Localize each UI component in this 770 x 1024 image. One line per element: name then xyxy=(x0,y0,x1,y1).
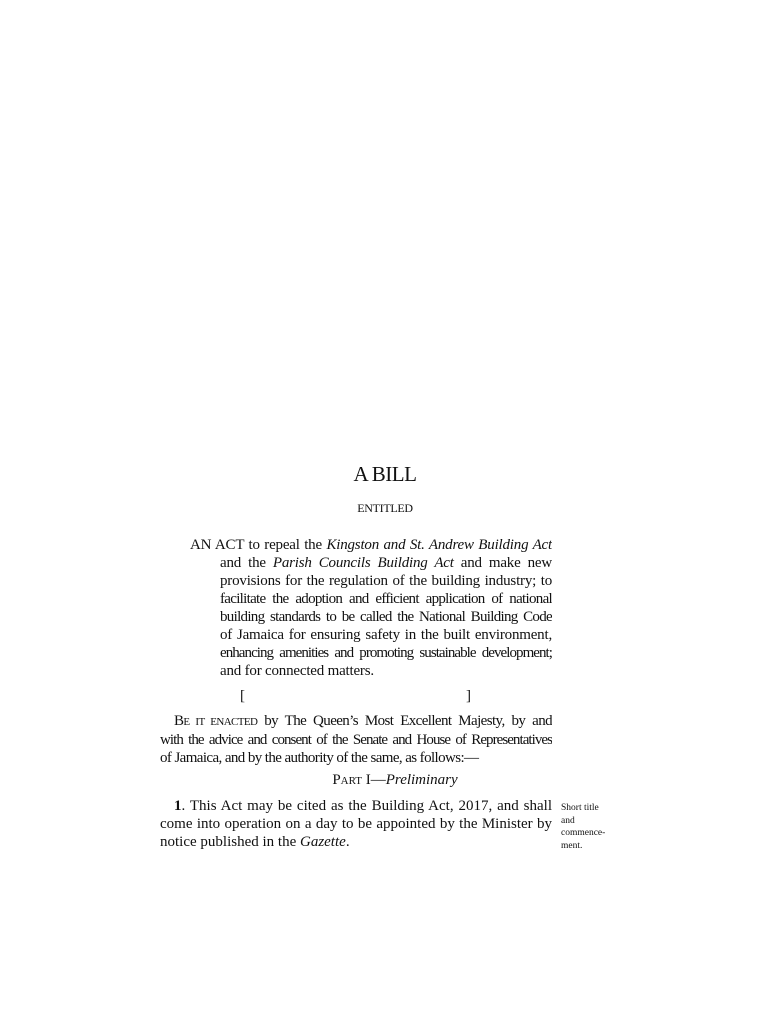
section-line: notice published in the Gazette. xyxy=(160,834,350,850)
section-line: come into operation on a day to be appointed by the Minister by xyxy=(160,816,552,832)
part-title: Preliminary xyxy=(385,772,458,788)
long-title-line: building standards to be called the National Building Code xyxy=(220,609,552,625)
long-title-line: facilitate the adoption and efficient application of national xyxy=(220,591,552,607)
section-number: 1 xyxy=(174,798,182,814)
long-title-lead: AN ACT xyxy=(190,537,245,553)
enacting-line: BE IT ENACTED by The Queen’s Most Excellent Majesty, by and xyxy=(174,713,552,729)
entitled-label: ENTITLED xyxy=(357,501,413,515)
long-title-line: provisions for the regulation of the building industry; to xyxy=(220,573,552,589)
part-heading: PART I—Preliminary xyxy=(332,772,458,788)
long-title-line: AN ACT to repeal the Kingston and St. Andrew Building Act xyxy=(190,537,552,553)
long-title-line: enhancing amenities and promoting sustainable development; xyxy=(220,645,552,661)
date-bracket-open: [ xyxy=(240,688,245,704)
enacting-formula xyxy=(160,712,552,767)
long-title-line: and the Parish Councils Building Act and make new xyxy=(220,555,552,571)
enacting-lead-cap: B xyxy=(174,713,184,729)
repealed-act-name: Parish Councils Building Act xyxy=(272,555,454,571)
enacting-lead-small: E IT ENACTED xyxy=(183,716,258,728)
long-title-line: of Jamaica for ensuring safety in the built environment, xyxy=(220,627,552,643)
bill-title: A BILL xyxy=(353,462,417,486)
section-line: 1. This Act may be cited as the Building Act, 2017, and shall xyxy=(174,798,552,814)
gazette-name: Gazette xyxy=(299,834,346,850)
long-title-line: and for connected matters. xyxy=(220,663,374,679)
enacting-line: of Jamaica, and by the authority of the same, as follows:— xyxy=(160,750,479,766)
repealed-act-name: Kingston and St. Andrew Building Act xyxy=(326,537,552,553)
marginal-note: Short title and commence- ment. xyxy=(561,803,606,851)
date-bracket-close: ] xyxy=(466,688,471,704)
enacting-line: with the advice and consent of the Senate and House of Representatives xyxy=(160,732,552,748)
long-title xyxy=(190,536,552,680)
section-1 xyxy=(160,797,552,851)
